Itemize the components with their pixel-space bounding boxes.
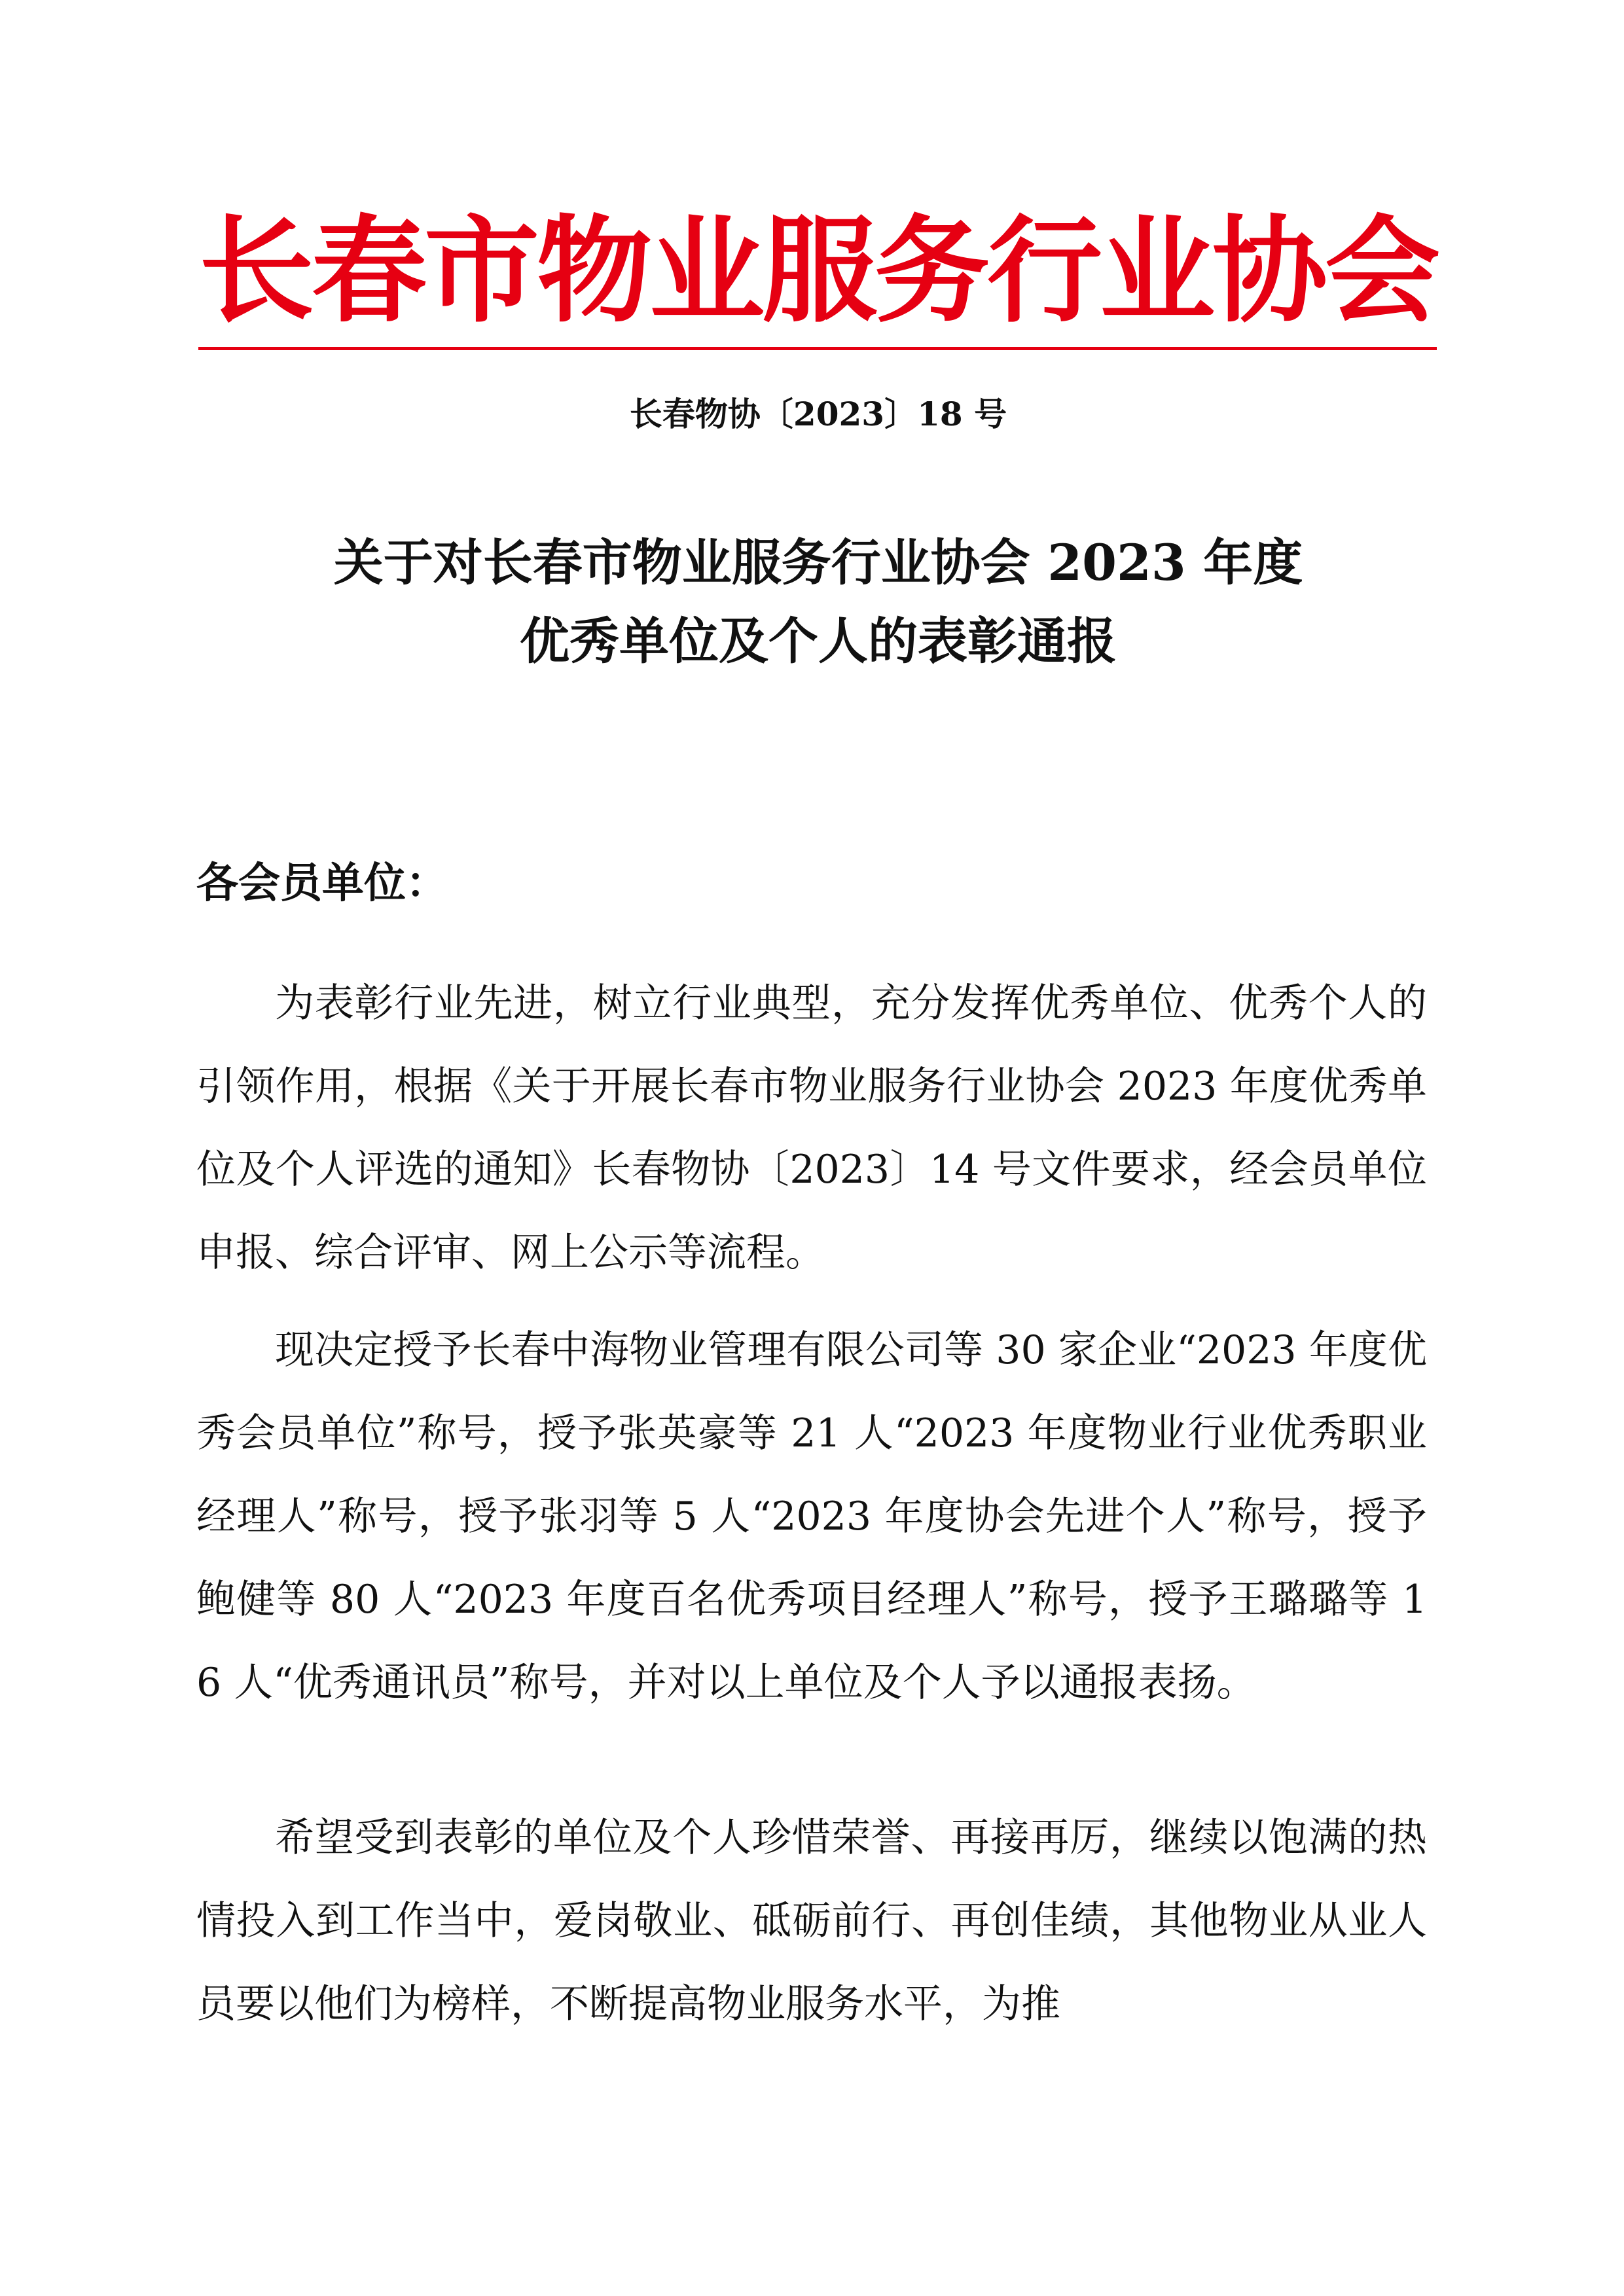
paragraph-text: 为表彰行业先进，树立行业典型，充分发挥优秀单位、优秀个人的引领作用，根据《关于开展长春市物业服务行业协会 2023 年度优秀单位及个人评选的通知》长春物协〔2023〕14 号文件要求，经会员单位申报、综合评审、网上公示等流程。 xyxy=(196,980,1427,1276)
body-paragraph-3 xyxy=(196,1797,1427,2046)
salutation: 各会员单位： xyxy=(196,859,448,908)
body-paragraph-2 xyxy=(196,1309,1427,1725)
body-paragraph-1 xyxy=(196,962,1427,1295)
paragraph-text: 现决定授予长春中海物业管理有限公司等 30 家企业“2023 年度优秀会员单位”称号，授予张英豪等 21 人“2023 年度物业行业优秀职业经理人”称号，授予张羽等 5 人“2023 年度协会先进个人”称号，授予鲍健等 80 人“2023 年度百名优秀项目经理人”称号，授予王璐璐等 16 人“优秀通讯员”称号，并对以上单位及个人予以通报表扬。 xyxy=(196,1327,1427,1706)
paragraph-text: 希望受到表彰的单位及个人珍惜荣誉、再接再厉，继续以饱满的热情投入到工作当中，爱岗敬业、砥砺前行、再创佳绩，其他物业从业人员要以他们为榜样，不断提高物业服务水平，为推 xyxy=(196,1815,1427,2027)
document-title-line-1: 关于对长春市物业服务行业协会 2023 年度 xyxy=(333,533,1303,592)
organization-letterhead: 长春市物业服务行业协会 xyxy=(198,204,1437,338)
letterhead-divider xyxy=(198,347,1437,350)
document-number: 长春物协〔2023〕18 号 xyxy=(629,395,1007,433)
document-title xyxy=(196,524,1440,681)
document-title-line-2: 优秀单位及个人的表彰通报 xyxy=(520,612,1117,670)
